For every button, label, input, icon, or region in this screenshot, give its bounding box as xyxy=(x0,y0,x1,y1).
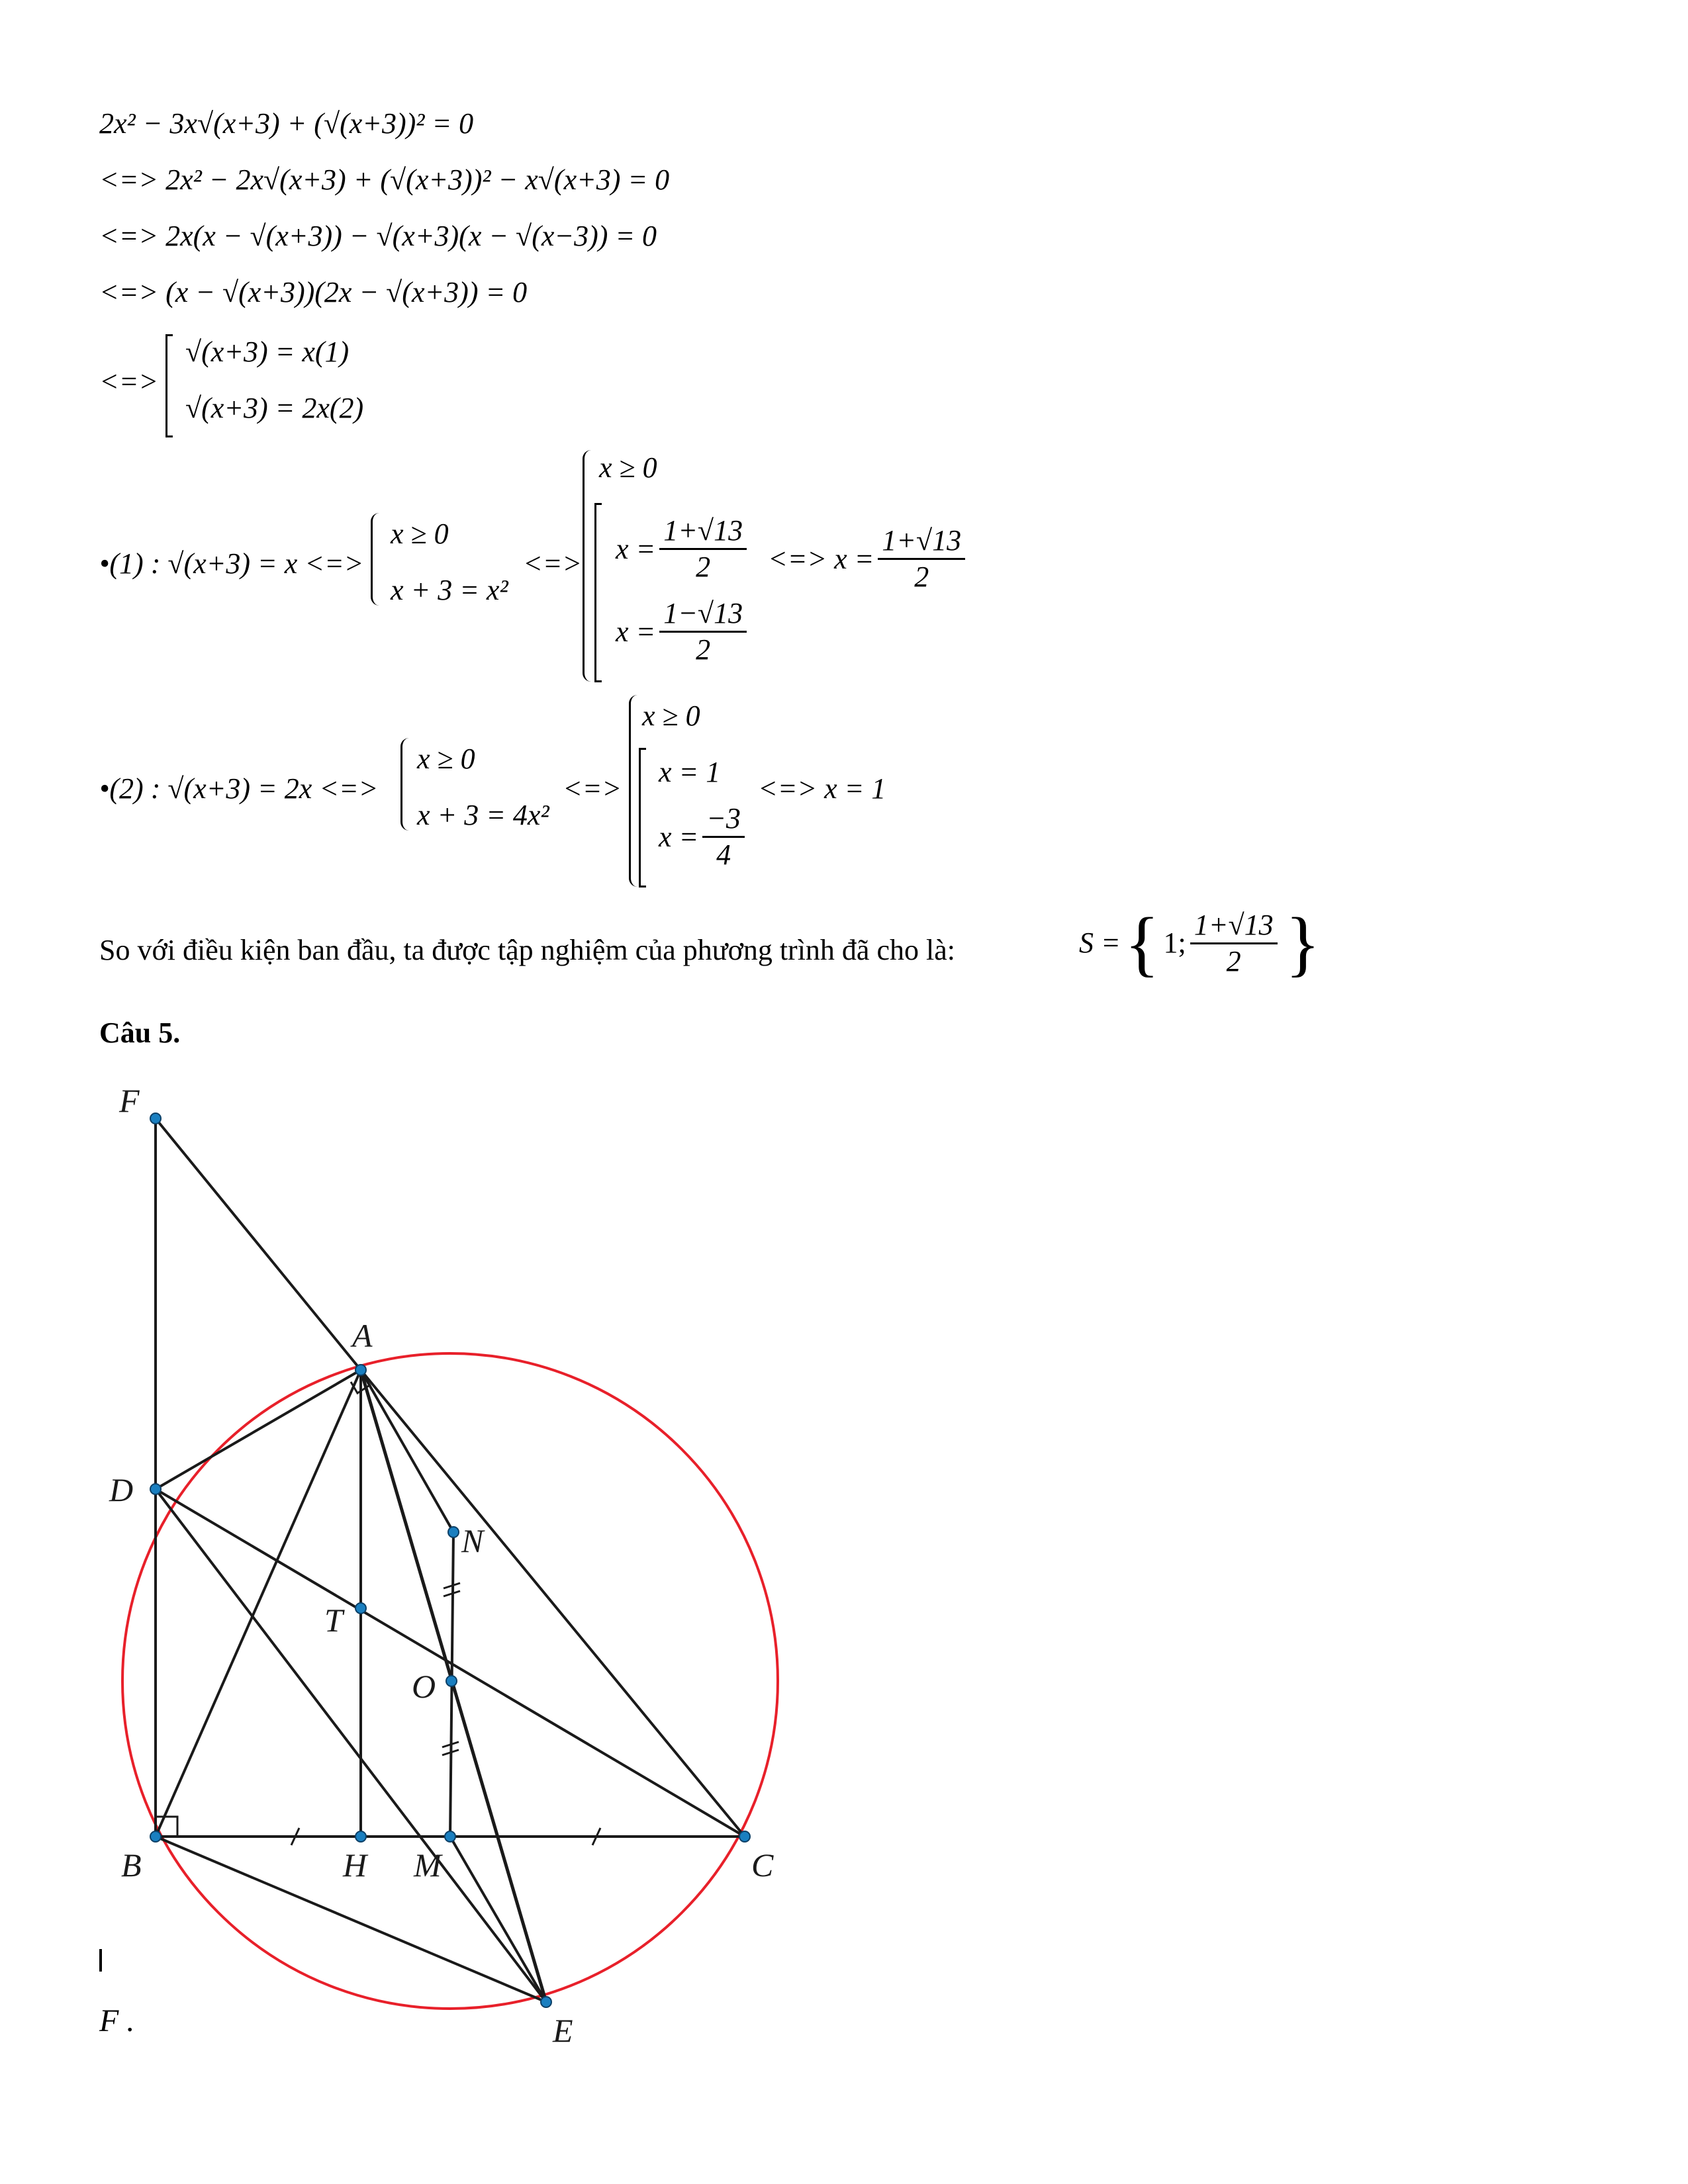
conclusion-text: So với điều kiện ban đầu, ta được tập nghiệm của phương trình đã cho là: xyxy=(99,934,955,966)
circumcircle xyxy=(122,1353,778,2009)
equation-line-5b: √(x+3) = 2x(2) xyxy=(185,392,364,424)
case1-result-lhs: <=> x = xyxy=(768,542,874,575)
label-D: D xyxy=(109,1471,134,1508)
point-T xyxy=(355,1603,366,1614)
point-D xyxy=(150,1484,161,1494)
footer-fragment: F . xyxy=(99,2003,135,2038)
case1-lead: •(1) : √(x+3) = x <=> xyxy=(99,547,364,580)
case1-result xyxy=(768,526,969,592)
tick-BH xyxy=(291,1828,299,1845)
case1-sys2-c xyxy=(616,599,751,664)
set-brace-left: { xyxy=(1124,903,1160,983)
point-A xyxy=(355,1365,366,1375)
tick-OM-1 xyxy=(442,1742,459,1747)
equation-line-5a: √(x+3) = x(1) xyxy=(185,336,350,368)
case1-sys2-b-frac xyxy=(659,516,747,582)
case1-bracket xyxy=(594,503,602,682)
equation-line-2: <=> 2x² − 2x√(x+3) + (√(x+3))² − x√(x+3) = 0 xyxy=(99,163,670,196)
case2-sys2-c-num: −3 xyxy=(702,804,745,838)
label-F: F xyxy=(119,1082,140,1119)
or-bracket xyxy=(165,334,173,437)
segment-AN xyxy=(361,1370,453,1532)
point-H xyxy=(355,1831,366,1842)
label-E: E xyxy=(553,2012,573,2049)
case2-sys2-b: x = 1 xyxy=(659,756,721,788)
case1-sys1-a: x ≥ 0 xyxy=(391,518,449,550)
case2-sys1-b: x + 3 = 4x² xyxy=(417,799,549,831)
label-C: C xyxy=(751,1846,774,1884)
equation-line-5-prefix: <=> xyxy=(99,365,159,398)
case1-sys2-b-lhs: x = xyxy=(616,532,656,565)
case2-bracket xyxy=(639,748,646,887)
segment-FA xyxy=(156,1118,361,1370)
conclusion-set-first: 1; xyxy=(1163,927,1186,959)
case2-sys2-c-lhs: x = xyxy=(659,820,699,853)
figure-points xyxy=(150,1113,750,2007)
case2-sys2-c xyxy=(659,804,749,870)
segment-AB xyxy=(156,1370,361,1837)
case1-brace-2 xyxy=(583,450,591,682)
point-O xyxy=(446,1676,457,1686)
equation-line-4: <=> (x − √(x+3))(2x − √(x+3)) = 0 xyxy=(99,276,528,308)
question-label: Câu 5. xyxy=(99,1017,181,1049)
case1-brace-1 xyxy=(371,513,379,606)
case2-sys2-c-den: 4 xyxy=(716,839,731,871)
label-T: T xyxy=(324,1602,343,1639)
equation-line-1: 2x² − 3x√(x+3) + (√(x+3))² = 0 xyxy=(99,107,474,140)
case2-arrow: <=> xyxy=(563,772,622,805)
segment-AC xyxy=(361,1370,745,1837)
tick-NO-2 xyxy=(444,1591,460,1596)
case1-sys2-c-num: 1−√13 xyxy=(659,599,747,633)
segment-AE xyxy=(361,1370,546,2002)
segment-DC xyxy=(156,1489,745,1837)
segment-DA xyxy=(156,1370,361,1489)
case1-result-num: 1+√13 xyxy=(878,526,965,560)
case2-brace-1 xyxy=(400,738,409,831)
point-E xyxy=(541,1997,551,2007)
case1-result-frac xyxy=(878,526,965,592)
case1-sys2-a: x ≥ 0 xyxy=(599,451,657,484)
case1-result-den: 2 xyxy=(914,561,929,593)
point-M xyxy=(445,1831,455,1842)
case2-brace-2 xyxy=(629,695,637,887)
label-H: H xyxy=(343,1846,367,1884)
tick-OM-2 xyxy=(442,1750,459,1755)
case2-sys2-c-frac xyxy=(702,804,745,870)
label-B: B xyxy=(121,1846,142,1884)
set-brace-right: } xyxy=(1285,903,1321,983)
segment-DE xyxy=(156,1489,546,2002)
conclusion-set-lhs: S = xyxy=(1079,927,1121,959)
figure-lines xyxy=(156,1118,745,2002)
case2-sys1-a: x ≥ 0 xyxy=(417,743,475,775)
case2-result: <=> x = 1 xyxy=(758,772,886,805)
right-angle-B xyxy=(156,1817,177,1837)
conclusion-set-num: 1+√13 xyxy=(1190,911,1278,944)
label-O: O xyxy=(412,1668,436,1705)
case1-sys2-b-num: 1+√13 xyxy=(659,516,747,550)
case1-sys2-b-den: 2 xyxy=(696,551,711,583)
segment-BE xyxy=(156,1837,546,2002)
case1-sys2-c-frac xyxy=(659,599,747,664)
case1-sys2-c-den: 2 xyxy=(696,633,711,666)
tick-MC xyxy=(592,1828,600,1845)
conclusion-set xyxy=(1079,903,1321,983)
label-M: M xyxy=(414,1846,442,1884)
label-N: N xyxy=(461,1522,484,1559)
segment-NM xyxy=(450,1532,453,1837)
case1-sys2-c-lhs: x = xyxy=(616,615,656,648)
case2-sys2-a: x ≥ 0 xyxy=(642,700,700,732)
point-F xyxy=(150,1113,161,1124)
point-B xyxy=(150,1831,161,1842)
case1-sys1-b: x + 3 = x² xyxy=(391,574,508,606)
case1-sys2-b xyxy=(616,516,751,582)
tick-NO-1 xyxy=(444,1583,460,1588)
label-A: A xyxy=(352,1317,373,1354)
segment-ME xyxy=(450,1837,546,2002)
conclusion-set-den: 2 xyxy=(1226,944,1241,978)
point-N xyxy=(448,1527,459,1537)
case1-arrow: <=> xyxy=(523,547,583,580)
point-C xyxy=(739,1831,750,1842)
right-angle-A xyxy=(351,1382,371,1393)
equation-line-3: <=> 2x(x − √(x+3)) − √(x+3)(x − √(x−3)) = 0 xyxy=(99,220,657,252)
cropped-mark xyxy=(99,1949,102,1972)
case2-lead: •(2) : √(x+3) = 2x <=> xyxy=(99,772,379,805)
conclusion-set-frac xyxy=(1190,908,1278,978)
